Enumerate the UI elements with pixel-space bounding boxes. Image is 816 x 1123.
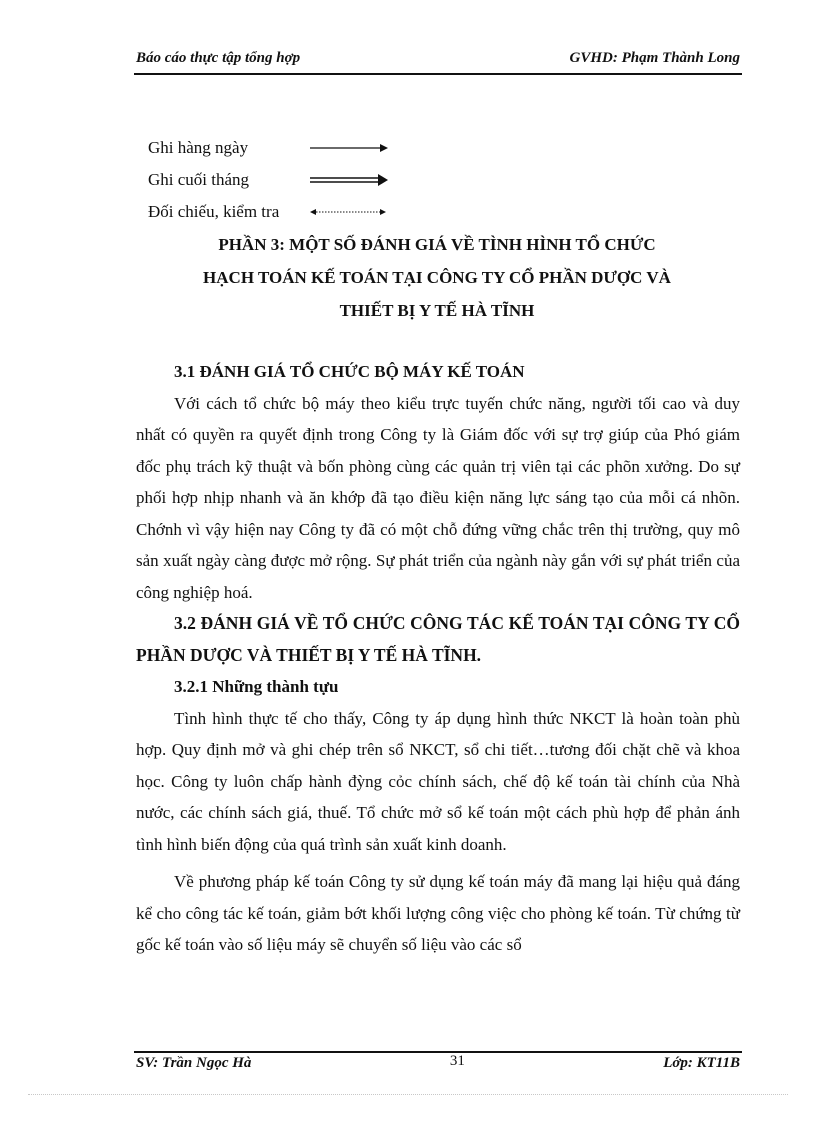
legend <box>148 132 388 228</box>
footer-divider <box>134 1051 742 1053</box>
section-3-2-1-paragraph-1: Tình hình thực tế cho thấy, Công ty áp dụng hình thức NKCT là hoàn toàn phù hợp. Quy định mở và ghi chép trên sổ NKCT, sổ chi tiết…tương đối chặt chẽ và khoa học. Công ty luôn chấp hành đỳng cỏc chính sách, chế độ kế toán tài chính của Nhà nước, các chính sách giá, thuế. Tổ chức mở sổ kế toán một cách phù hợp để phản ánh tình hình biến động của quá trình sản xuất kinh doanh. <box>136 708 740 854</box>
single-arrow-icon <box>308 142 388 154</box>
page-footer <box>136 1055 740 1072</box>
legend-row-daily <box>148 132 388 164</box>
legend-row-monthly <box>148 164 388 196</box>
document-body <box>136 356 740 961</box>
section-3-1-heading: 3.1 ĐÁNH GIÁ TỔ CHỨC BỘ MÁY KẾ TOÁN <box>174 362 525 381</box>
footer-class: Lớp: KT11B <box>663 1055 740 1071</box>
section-3-2-1-paragraph-2: Về phương pháp kế toán Công ty sử dụng kế toán máy đã mang lại hiệu quả đáng kể cho công tác kế toán, giảm bớt khối lượng công việc cho phòng kế toán. Từ chứng từ gốc kế toán vào số liệu máy sẽ chuyển số liệu vào các sổ <box>136 872 740 954</box>
legend-label-daily: Ghi hàng ngày <box>148 138 249 157</box>
part-title <box>110 228 764 327</box>
page-edge-divider <box>28 1094 788 1095</box>
double-arrow-icon <box>308 173 388 187</box>
section-3-2-1-heading: 3.2.1 Những thành tựu <box>174 677 339 696</box>
page-header <box>136 50 740 67</box>
footer-student: SV: Trần Ngọc Hà <box>136 1055 252 1071</box>
section-3-2-heading: 3.2 ĐÁNH GIÁ VỀ TỔ CHỨC CÔNG TÁC KẾ TOÁN TẠI CÔNG TY CỔ PHẦN DƯỢC VÀ THIẾT BỊ Y TẾ HÀ TĨNH. <box>136 613 740 665</box>
legend-label-reconcile: Đối chiếu, kiểm tra <box>148 202 280 221</box>
header-divider <box>134 73 742 75</box>
section-3-1-paragraph: Với cách tổ chức bộ máy theo kiểu trực tuyến chức năng, người tối cao và duy nhất có quyền ra quyết định trong Công ty là Giám đốc với sự trợ giúp của Phó giám đốc phụ trách kỹ thuật và bốn phòng cùng các quản trị viên tại các phõn xưởng. Do sự phối hợp nhịp nhanh và ăn khớp đã tạo điều kiện năng lực sáng tạo của mỗi cá nhõn. Chớnh vì vậy hiện nay Công ty đã có một chỗ đứng vững chắc trên thị trường, quy mô sản xuất ngày càng được mở rộng. Sự phát triển của ngành này gắn với sự phát triển của công nghiệp hoá. <box>136 393 740 602</box>
header-supervisor: GVHD: Phạm Thành Long <box>569 50 740 66</box>
part-title-line-3: THIẾT BỊ Y TẾ HÀ TĨNH <box>339 301 535 320</box>
dotted-bidirectional-arrow-icon <box>308 206 388 218</box>
page-number: 31 <box>449 1053 465 1069</box>
legend-row-reconcile <box>148 196 388 228</box>
header-report-title: Báo cáo thực tập tổng hợp <box>136 50 301 66</box>
legend-label-monthly: Ghi cuối tháng <box>148 170 250 189</box>
part-title-line-1: PHẦN 3: MỘT SỐ ĐÁNH GIÁ VỀ TÌNH HÌNH TỔ CHỨC <box>218 235 656 254</box>
part-title-line-2: HẠCH TOÁN KẾ TOÁN TẠI CÔNG TY CỔ PHẦN DƯỢC VÀ <box>203 268 671 287</box>
